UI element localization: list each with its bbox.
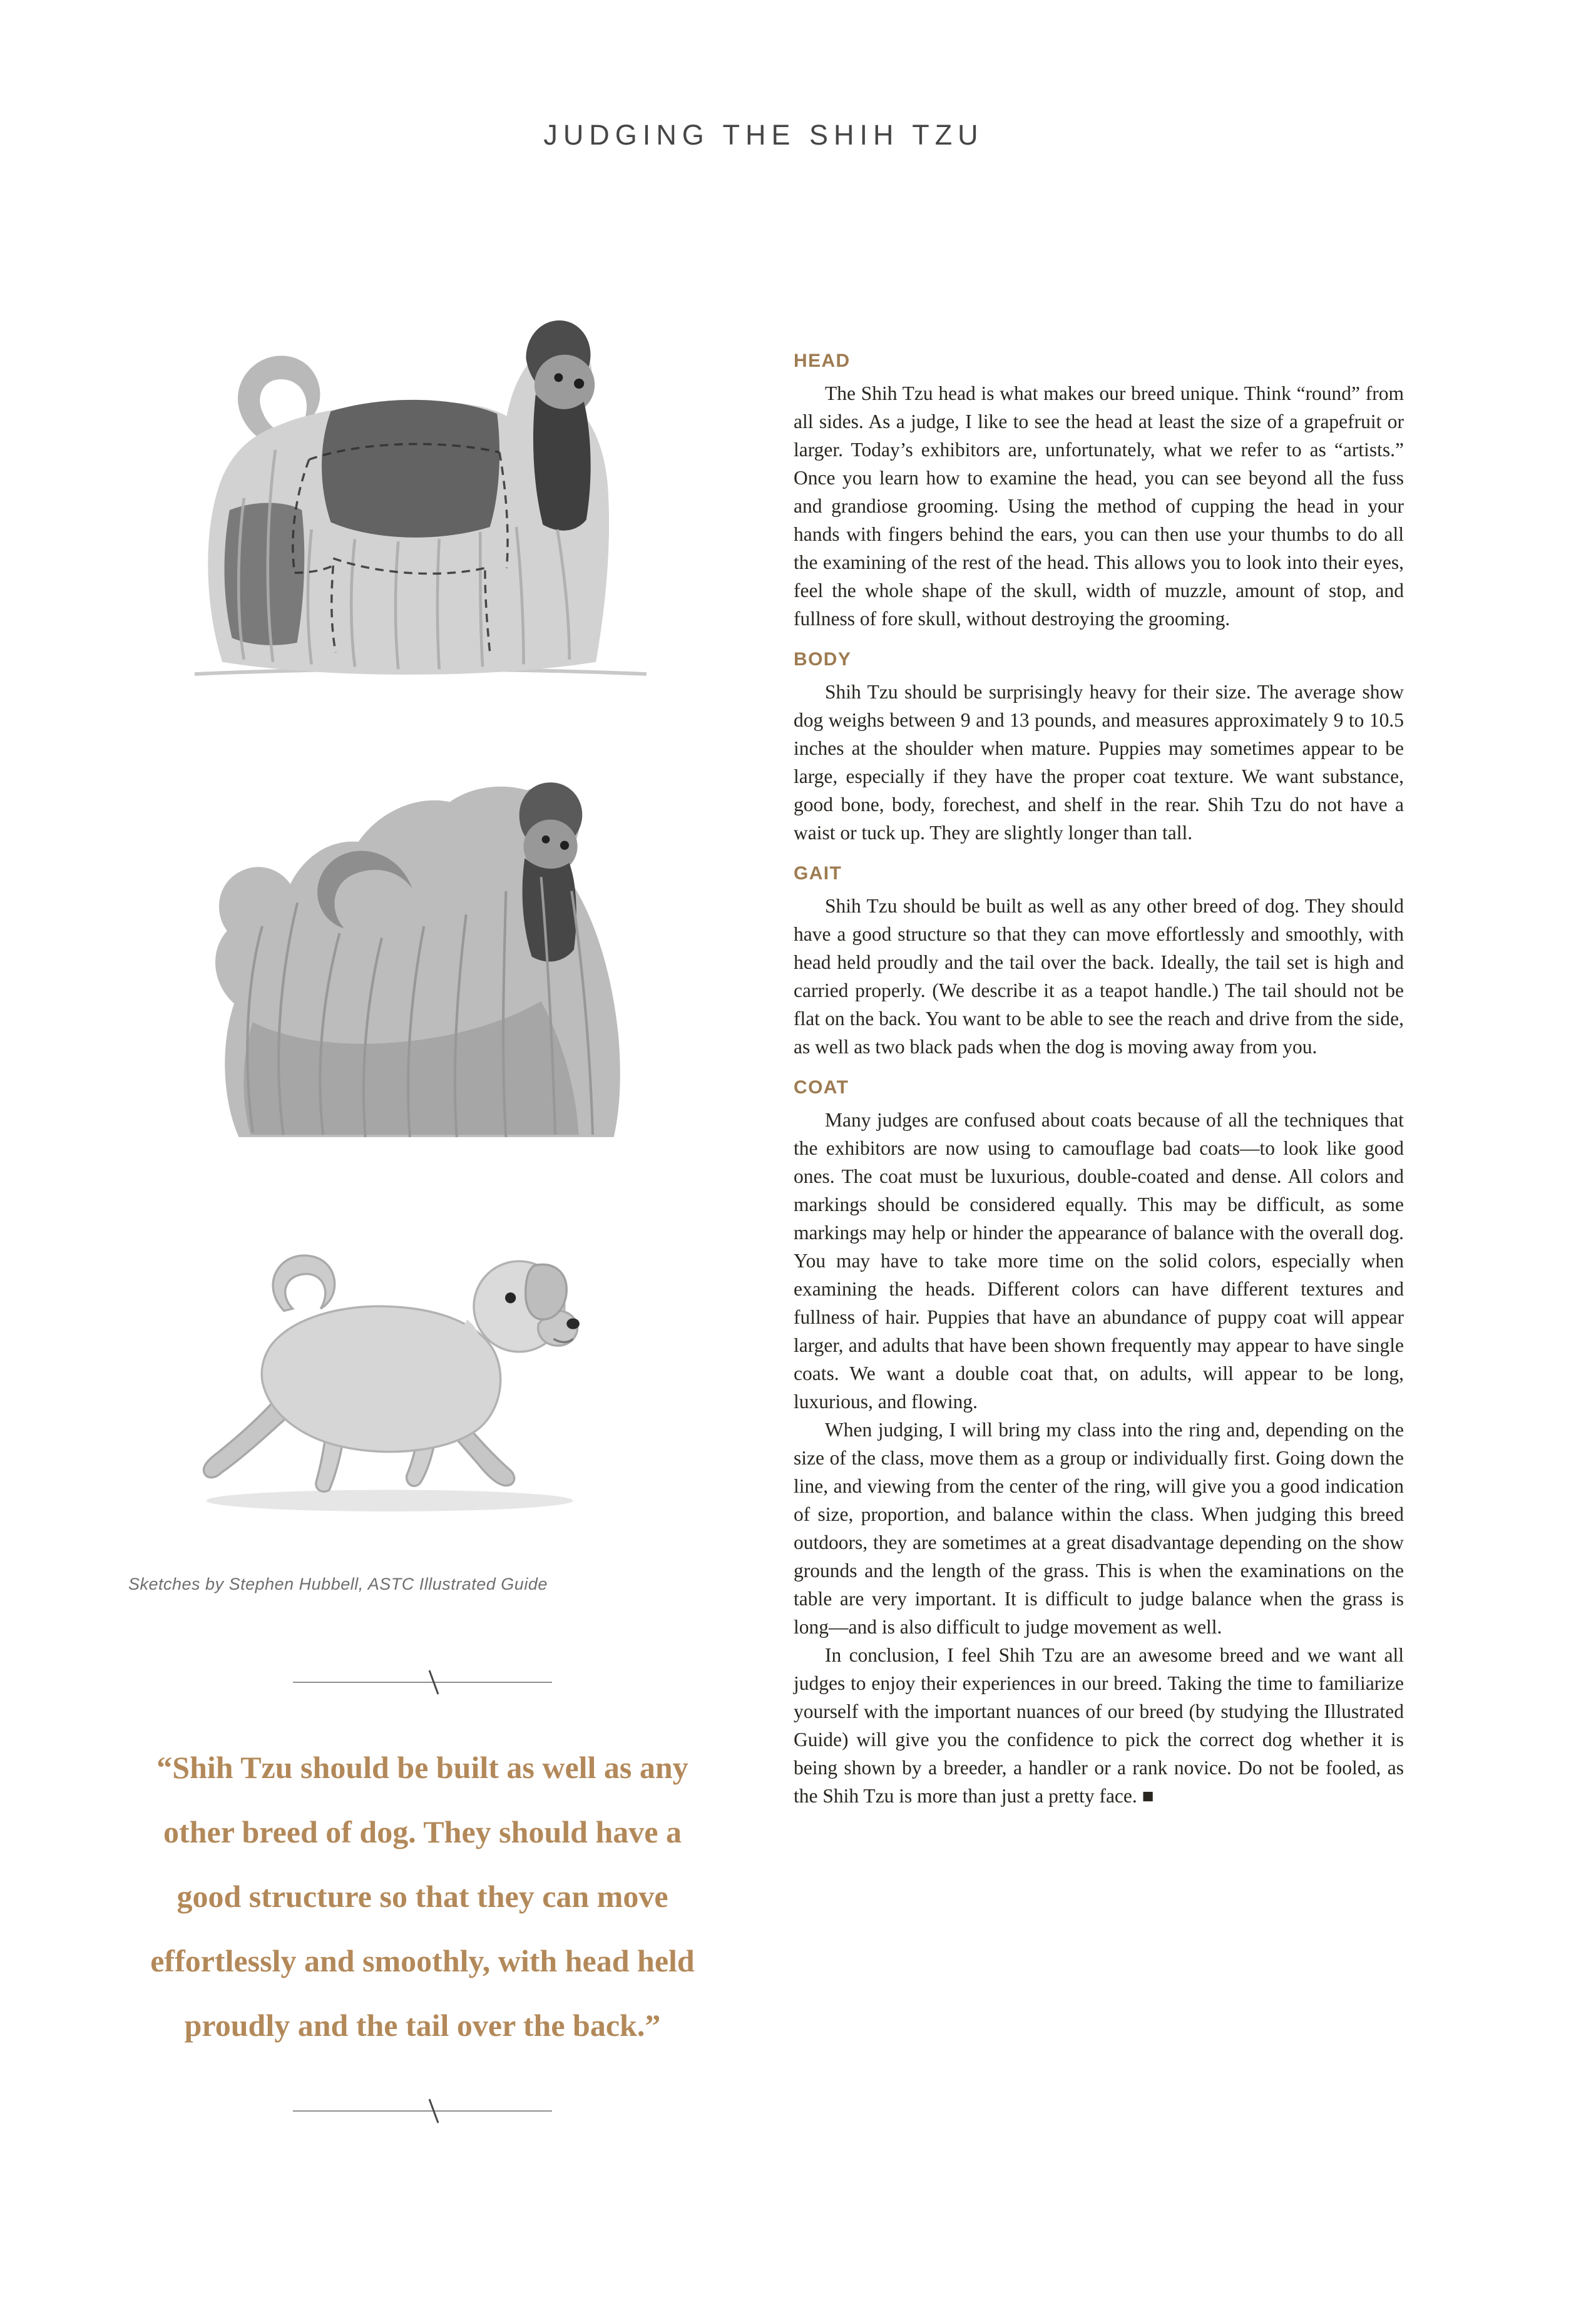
section-coat — [794, 1077, 1404, 1810]
ground-shadow — [207, 1490, 573, 1511]
dark-saddle-patch — [322, 400, 499, 538]
figure-caption: Sketches by Stephen Hubbell, ASTC Illustrated Guide — [128, 1575, 548, 1594]
paragraph: The Shih Tzu head is what makes our breed unique. Think “round” from all sides. As a judge, I like to see the head at least the size of a grapefruit or larger. Today’s exhibitors are, unfortunately, what we refer to as “artists.” Once you learn how to examine the head, you can see beyond all the fuss and grandiose grooming. Using the method of cupping the head in your hands with fingers behind the ears, you can then use your thumbs to do all the examining of the rest of the head. This allows you to look into their eyes, feel the whole shape of the skull, width of muzzle, amount of stop, and fullness of fore skull, without destroying the grooming. — [794, 382, 1404, 630]
section-heading-head: HEAD — [794, 350, 851, 371]
curled-tail — [273, 1255, 335, 1311]
paragraph: Shih Tzu should be surprisingly heavy for their size. The average show dog weighs between 9 and 13 pounds, and measures approximately 9 to 10.5 inches at the shoulder when mature. Puppies may sometimes appear to be large, especially if they have the proper coat texture. We want substance, good bone, body, forechest, and shelf in the rear. Shih Tzu do not have a waist or tuck up. They are slightly longer than tall. — [794, 681, 1404, 844]
dark-rear-patch — [225, 503, 305, 645]
nose — [574, 379, 584, 389]
section-heading-coat: COAT — [794, 1077, 849, 1098]
ear — [526, 1265, 566, 1320]
nose — [560, 841, 569, 849]
section-heading-body: BODY — [794, 649, 852, 670]
paragraph: Shih Tzu should be built as well as any other breed of dog. They should have a good structure so that they can move effortlessly and smoothly, with head held proudly and the tail over the back. Ideally, the tail set is high and carried properly. (We describe it as a teapot handle.) The tail should not be flat on the back. You want to be able to see the reach and drive from the side, as well as two black pads when the dog is moving away from you. — [794, 895, 1404, 1058]
left-column — [128, 269, 717, 2125]
section-divider-top — [288, 1668, 557, 1697]
pull-quote: “Shih Tzu should be built as well as any other breed of dog. They should have a good structure so that they can move effortlessly and smoothly, with head held proudly and the tail over the back.” — [150, 1750, 695, 2043]
paragraph: Many judges are confused about coats because of all the techniques that the exhibitors are now using to camouflage bad coats—to look like good ones. The coat must be luxurious, double-coated and dense. All colors and markings should be considered equally. This may be difficult, as some markings may help or hinder the appearance of balance with the overall dog. You may have to take more time on the solid colors, especially when examining the heads. Different colors can have different textures and fullness of hair. Puppies that have an abundance of puppy coat will appear larger, and adults that have been shown frequently may appear to have single coats. We want a double coat that, on adults, will appear to be long, luxurious, and flowing. — [794, 1109, 1404, 1413]
beard — [533, 394, 591, 530]
page-title: JUDGING THE SHIH TZU — [543, 119, 984, 151]
eye — [505, 1292, 516, 1303]
section-body — [794, 649, 1404, 847]
shih-tzu-body-structure-trotting-sketch — [131, 1207, 638, 1531]
nose — [566, 1319, 580, 1329]
paragraph: In conclusion, I feel Shih Tzu are an awesome breed and we want all judges to enjoy their experiences in our breed. Taking the time to familiarize yourself with the important nuances of our breed (by studying the Illustrated Guide) will give you the confidence to pick the correct dog whether it is being shown by a breeder, a handler or a rank novice. Do not be fooled, as the Shih Tzu is more than just a pretty face. ■ — [794, 1644, 1404, 1807]
beard — [523, 858, 576, 961]
section-gait — [794, 863, 1404, 1061]
eye — [542, 836, 550, 844]
eye — [554, 373, 563, 382]
article-column — [794, 350, 1404, 1810]
shih-tzu-full-coat-with-structure-overlay-sketch — [128, 269, 695, 691]
shih-tzu-long-flowing-coat-sketch — [133, 750, 684, 1160]
section-divider-bottom — [288, 2097, 557, 2125]
section-head — [794, 350, 1404, 633]
paragraph: When judging, I will bring my class into the ring and, depending on the size of the class, move them as a group or individually first. Going down the line, and viewing from the center of the ring, will give you a good indication of size, proportion, and balance within the class. When judging this breed outdoors, they are sometimes at a great disadvantage depending on the show grounds and the length of the grass. This is when the examinations on the table are very important. It is difficult to judge balance when the grass is long—and is also difficult to judge movement as well. — [794, 1419, 1404, 1638]
section-heading-gait: GAIT — [794, 863, 842, 884]
